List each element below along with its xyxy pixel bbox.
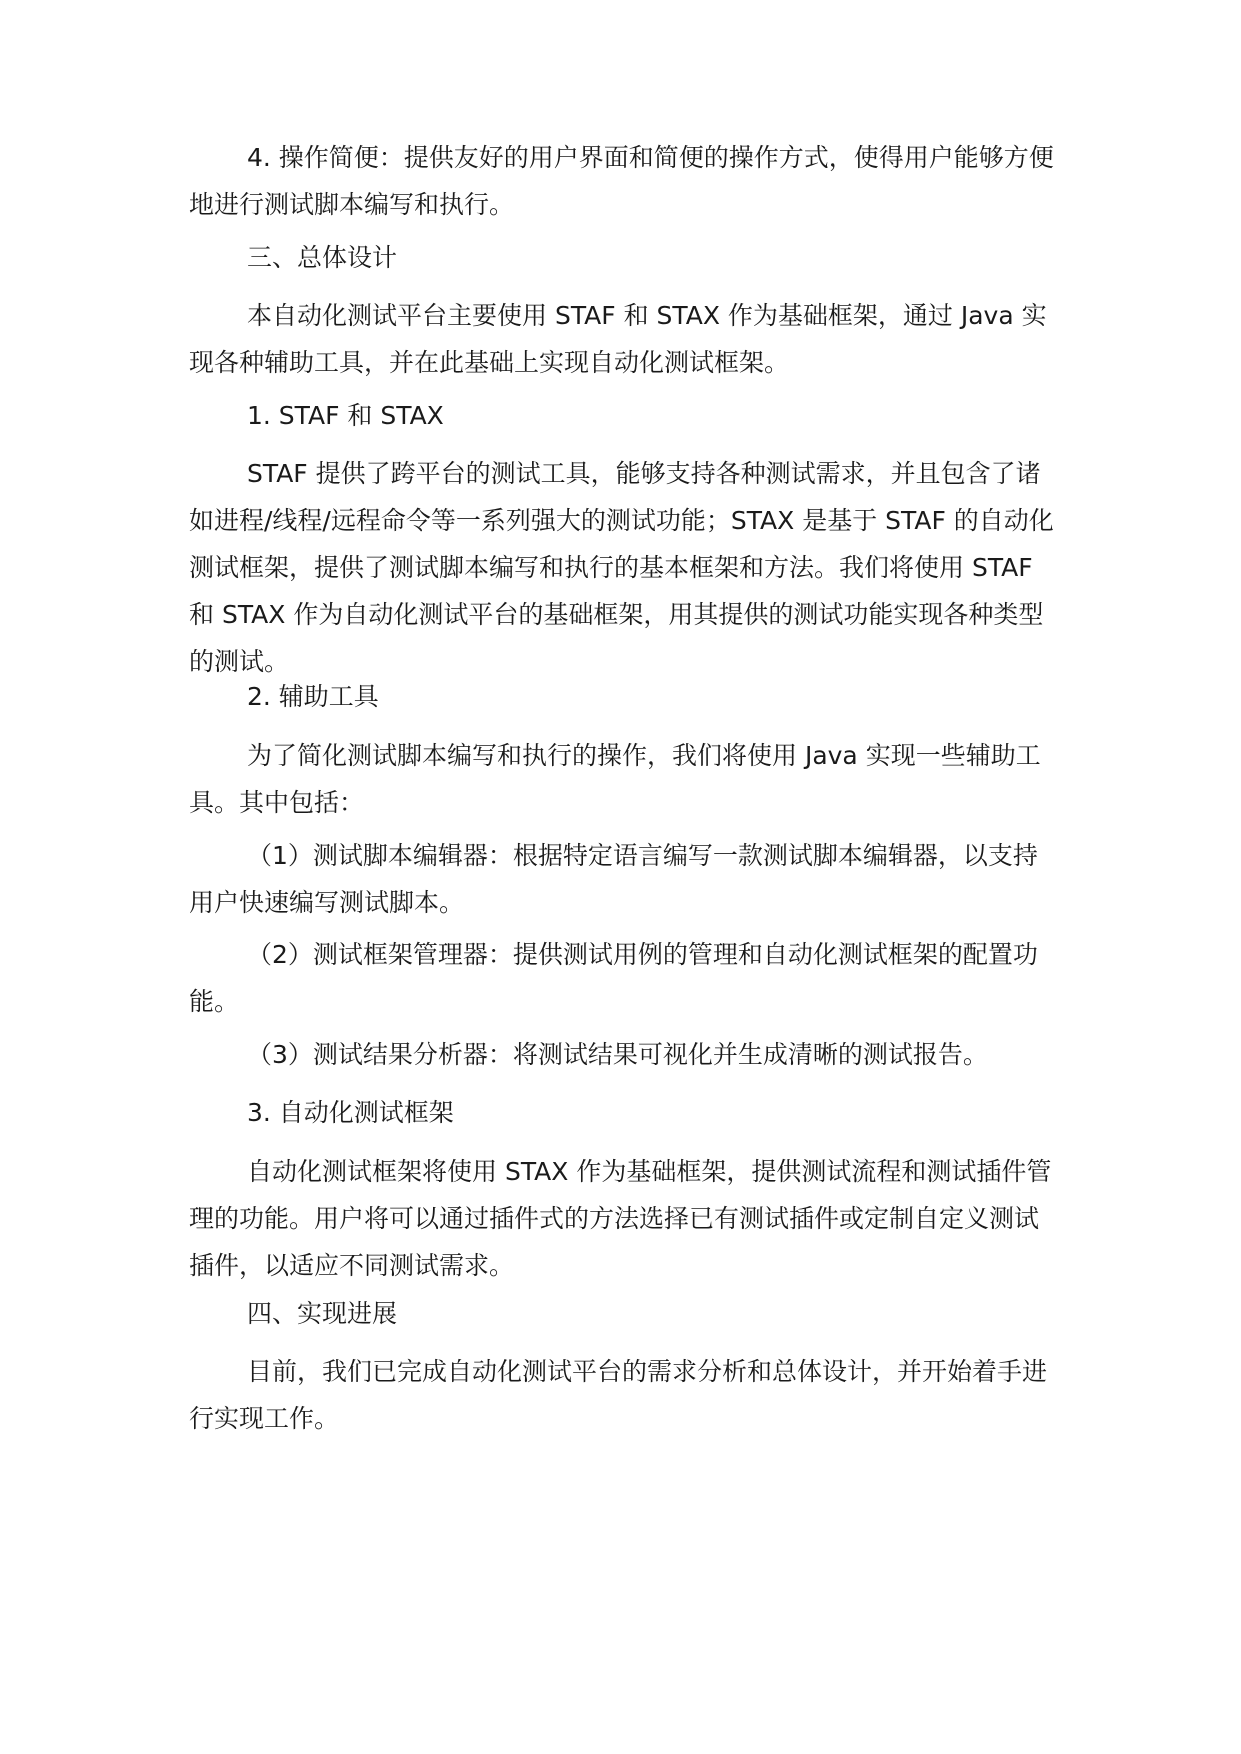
paragraph-design-intro: 本自动化测试平台主要使用 STAF 和 STAX 作为基础框架，通过 Java 实现各种辅助工具，并在此基础上实现自动化测试框架。 bbox=[189, 301, 1047, 377]
paragraph-implementation-progress: 目前，我们已完成自动化测试平台的需求分析和总体设计，并开始着手进行实现工作。 bbox=[189, 1357, 1048, 1433]
heading-automation-framework: 3. 自动化测试框架 bbox=[247, 1098, 454, 1127]
paragraph-staf-stax: STAF 提供了跨平台的测试工具，能够支持各种测试需求，并且包含了诸如进程/线程/远程命令等一系列强大的测试功能；STAX 是基于 STAF 的自动化测试框架，提供了测试脚本编写和执行的基本框架和方法。我们将使用 STAF 和 STAX 作为自动化测试平台的基础框架，用其提供的测试功能实现各种类型的测试。 bbox=[189, 459, 1054, 676]
paragraph-auxiliary-tools: 为了简化测试脚本编写和执行的操作，我们将使用 Java 实现一些辅助工具。其中包括： bbox=[189, 741, 1041, 817]
heading-auxiliary-tools: 2. 辅助工具 bbox=[247, 682, 379, 711]
paragraph-ease-of-use: 4. 操作简便：提供友好的用户界面和简便的操作方式，使得用户能够方便地进行测试脚本编写和执行。 bbox=[189, 143, 1054, 219]
list-item-result-analyzer: （3）测试结果分析器：将测试结果可视化并生成清晰的测试报告。 bbox=[247, 1040, 988, 1069]
paragraph-automation-framework: 自动化测试框架将使用 STAX 作为基础框架，提供测试流程和测试插件管理的功能。用户将可以通过插件式的方法选择已有测试插件或定制自定义测试插件，以适应不同测试需求。 bbox=[189, 1157, 1052, 1280]
heading-staf-stax: 1. STAF 和 STAX bbox=[247, 401, 444, 430]
heading-overall-design: 三、总体设计 bbox=[247, 243, 398, 272]
list-item-script-editor: （1）测试脚本编辑器：根据特定语言编写一款测试脚本编辑器，以支持用户快速编写测试脚本。 bbox=[189, 841, 1038, 917]
list-item-framework-manager: （2）测试框架管理器：提供测试用例的管理和自动化测试框架的配置功能。 bbox=[189, 940, 1038, 1016]
heading-implementation-progress: 四、实现进展 bbox=[247, 1299, 398, 1328]
